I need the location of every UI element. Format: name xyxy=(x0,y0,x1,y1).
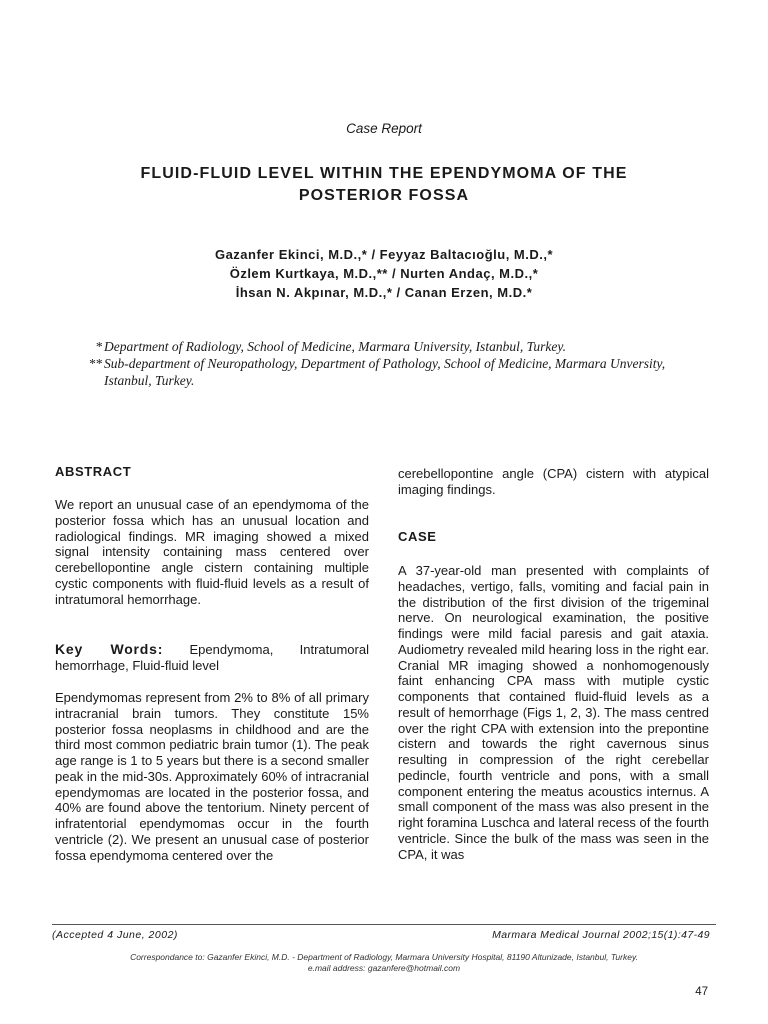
article-title xyxy=(60,163,708,207)
page-number: 47 xyxy=(695,986,708,998)
correspondence xyxy=(40,952,728,974)
journal-citation: Marmara Medical Journal 2002;15(1):47-49 xyxy=(492,929,710,941)
continuation-text xyxy=(398,466,709,498)
case-text xyxy=(398,563,709,862)
affiliation-1 xyxy=(82,338,702,355)
keywords-text: Ependymoma, Intratumoral hemorrhage, Fluid-fluid level xyxy=(55,642,369,673)
authors-line-2: Özlem Kurtkaya, M.D.,** / Nurten Andaç, M.D.,* xyxy=(229,266,539,281)
authors-line-3: İhsan N. Akpınar, M.D.,* / Canan Erzen, M.D.* xyxy=(235,285,533,300)
case-heading: CASE xyxy=(398,529,437,544)
introduction-text xyxy=(55,690,369,863)
affiliations xyxy=(82,338,702,389)
abstract-text xyxy=(55,497,369,607)
keywords-label: Key Words: xyxy=(55,641,164,657)
abstract-paragraph: We report an unusual case of an ependymoma of the posterior fossa which has an unusual location and radiological findings. MR imaging showed a mixed signal intensity containing mass centered over cerebellopontine angle cistern containing multiple cystic components with fluid-fluid levels as a result of intratumoral hemorrhage. xyxy=(55,497,369,607)
affiliation-mark: * xyxy=(95,339,102,354)
case-paragraph: A 37-year-old man presented with complaints of headaches, vertigo, falls, vomiting and facial pain in the distribution of the first division of the trigeminal nerve. On neurological examination, the positive findings were mild facial paresis and gait ataxia. Audiometry revealed mild hearing loss in the right ear. Cranial MR imaging showed a nonhomogenously faint enhancing CPA mass with mutiple cystic components that contained fluid-fluid levels as a result of hemorrhage (Figs 1, 2, 3). The mass centred over the right CPA with extension into the prepontine cistern and towards the right cavernous sinus resulting in compression of the right cerebellar pedincle, fourth ventricle and pons, with a small component entering the meatus acoustics internus. A small component of the mass was also present in the right foramina Luschca and lateral recess of the fourth ventricle. Since the bulk of the mass was seen in the CPA, it was xyxy=(398,563,709,862)
title-line-1: FLUID-FLUID LEVEL WITHIN THE EPENDYMOMA OF THE xyxy=(140,165,628,182)
abstract-heading: ABSTRACT xyxy=(55,464,132,479)
title-line-2: POSTERIOR FOSSA xyxy=(298,187,470,204)
introduction-paragraph: Ependymomas represent from 2% to 8% of all primary intracranial brain tumors. They constitute 15% posterior fossa neoplasms in childhood and are the third most common pediatric brain tumor (1). The peak age range is 1 to 5 years but there is a second smaller peak in the mid-30s. Approximately 60% of intracranial ependymomas are located in the posterior fossa, and 40% are found above the tentorium. Ninety percent of infratentorial ependymomas occur in the fourth ventricle (2). We present an unusual case of posterior fossa ependymoma centered over the xyxy=(55,690,369,863)
affiliation-mark: ** xyxy=(88,356,102,371)
correspondence-email: e.mail address: gazanfere@hotmail.com xyxy=(307,963,461,973)
accepted-date: (Accepted 4 June, 2002) xyxy=(52,929,178,941)
keywords xyxy=(55,642,369,674)
affiliation-text: Department of Radiology, School of Medicine, Marmara University, Istanbul, Turkey. xyxy=(104,339,566,354)
affiliation-2 xyxy=(82,355,702,389)
section-label: Case Report xyxy=(346,121,422,136)
footer-rule xyxy=(52,924,716,925)
correspondence-address: Correspondance to: Gazanfer Ekinci, M.D. - Department of Radiology, Marmara University Hospital, 81190 Altunizade, Istanbul, Turkey. xyxy=(130,952,638,962)
continuation-paragraph: cerebellopontine angle (CPA) cistern with atypical imaging findings. xyxy=(398,466,709,497)
affiliation-text: Sub-department of Neuropathology, Department of Pathology, School of Medicine, Marmara Unversity, Istanbul, Turkey. xyxy=(104,356,666,388)
authors-line-1: Gazanfer Ekinci, M.D.,* / Feyyaz Baltacıoğlu, M.D.,* xyxy=(214,247,554,262)
author-list xyxy=(60,245,708,302)
